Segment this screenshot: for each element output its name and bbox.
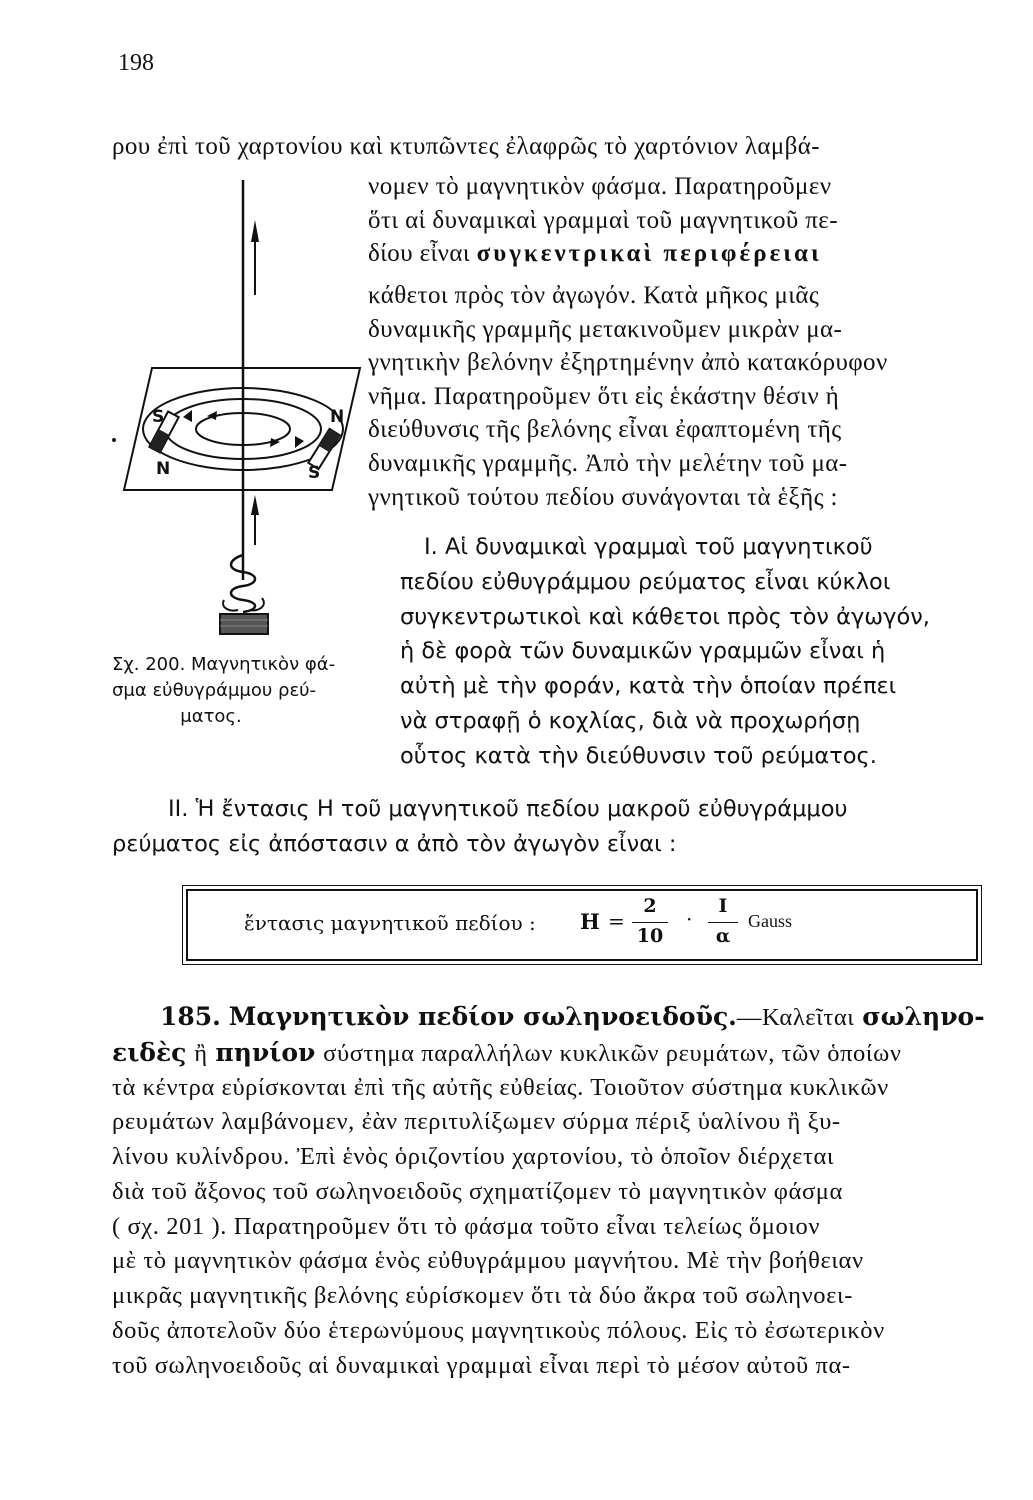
term: σωληνο- [862, 1002, 985, 1031]
text-line: συγκεντρωτικοὶ καὶ κάθετοι πρὸς τὸν ἀγωγόν, [400, 604, 930, 630]
formula-box [186, 889, 978, 961]
text-line: γνητικὴν βελόνην ἐξηρτημένην ἀπὸ κατακόρυφον [368, 349, 888, 376]
text-span: δίου εἶναι [368, 240, 470, 267]
formula-symbol: H [580, 909, 600, 934]
fraction-bar [708, 922, 738, 923]
text-line: τὰ κέντρα εὑρίσκονται ἐπὶ τῆς αὐτῆς εὐθείας. Τοιοῦτον σύστημα κυκλικῶν [112, 1074, 889, 1101]
text-line: διὰ τοῦ ἄξονος τοῦ σωληνοειδοῦς σχηματίζομεν τὸ μαγνητικὸν φάσμα [112, 1178, 843, 1205]
formula-dot: · [686, 907, 693, 931]
text-line: ρεύματος εἰς ἀπόστασιν α ἀπὸ τὸν ἀγωγὸν εἶναι : [112, 831, 677, 857]
text-span: σύστημα παραλλήλων κυκλικῶν ρευμάτων, τῶν ὁποίων [323, 1040, 902, 1067]
text-line: δοῦς ἀποτελοῦν δύο ἑτερωνύμους μαγνητικοὺς πόλους. Εἰς τὸ ἐσωτερικὸν [112, 1317, 885, 1344]
text-line: δυναμικῆς γραμμῆς μετακινοῦμεν μικρὰν μα- [368, 316, 843, 343]
figure-caption [112, 652, 370, 730]
text-line: μικρᾶς μαγνητικῆς βελόνης εὑρίσκομεν ὅτι τὰ δύο ἄκρα τοῦ σωληνοει- [112, 1282, 853, 1309]
term: ειδὲς [112, 1038, 187, 1067]
text-line: αὐτὴ μὲ τὴν φοράν, κατὰ τὴν ὁποίαν πρέπει [400, 673, 897, 699]
text-line: ρευμάτων λαμβάνομεν, ἐὰν περιτυλίξωμεν σύρμα πέριξ ὑαλίνου ἢ ξυ- [112, 1108, 841, 1135]
section-title: Μαγνητικὸν πεδίον σωληνοειδοῦς. [228, 1002, 737, 1031]
text-line: μὲ τὸ μαγνητικὸν φάσμα ἑνὸς εὐθυγράμμου μαγνήτου. Μὲ τὴν βοήθειαν [112, 1247, 864, 1274]
base-block [220, 614, 268, 634]
text-line: II. Ἡ ἔντασις Η τοῦ μαγνητικοῦ πεδίου μακροῦ εὐθυγράμμου [168, 796, 848, 822]
text-line: δυναμικῆς γραμμῆς. Ἀπὸ τὴν μελέτην τοῦ μα- [368, 450, 848, 477]
magnetic-field-figure [112, 160, 372, 650]
text-line: I. Αἱ δυναμικαὶ γραμμαὶ τοῦ μαγνητικοῦ [424, 534, 873, 560]
formula-equals: = [608, 909, 625, 933]
fraction-numerator: 2 [643, 895, 657, 917]
fraction-bar [632, 922, 668, 923]
text-line: διεύθυνσις τῆς βελόνης εἶναι ἐφαπτομένη τῆς [368, 416, 842, 443]
caption-line: Σχ. 200. Μαγνητικὸν φά- [112, 654, 336, 675]
text-line: λίνου κυλίνδρου. Ἐπὶ ἑνὸς ὁριζοντίου χαρτονίου, τὸ ὁποῖον διέρχεται [112, 1143, 835, 1170]
emphasized-term: συγκεντρικαὶ περιφέρειαι [476, 240, 822, 267]
caption-line: σμα εὐθυγράμμου ρεύ- [112, 680, 317, 701]
text-line: νὰ στραφῇ ὁ κοχλίας, διὰ νὰ προχωρήσῃ [400, 708, 861, 734]
text-line: κάθετοι πρὸς τὸν ἀγωγόν. Κατὰ μῆκος μιᾶς [368, 282, 820, 309]
text-line: ( σχ. 201 ). Παρατηροῦμεν ὅτι τὸ φάσμα τοῦτο εἶναι τελείως ὅμοιον [112, 1213, 821, 1240]
pole-label: S [152, 407, 165, 427]
text-span: ἢ [194, 1040, 208, 1067]
text-line: ρου ἐπὶ τοῦ χαρτονίου καὶ κτυπῶντες ἐλαφρῶς τὸ χαρτόνιον λαμβά- [112, 133, 820, 160]
formula-label: ἔντασις μαγνητικοῦ πεδίου : [244, 911, 536, 935]
fraction-numerator: I [718, 895, 728, 917]
pole-label: S [308, 463, 321, 483]
pole-label: N [156, 459, 171, 479]
pole-label: N [330, 407, 345, 427]
formula-unit: Gauss [748, 911, 792, 931]
text-line: νῆμα. Παρατηροῦμεν ὅτι εἰς ἑκάστην θέσιν ἡ [368, 383, 840, 410]
section-number: 185. [160, 1002, 221, 1031]
fraction-denominator: α [715, 925, 731, 947]
page-number: 198 [118, 50, 154, 76]
text-line [368, 237, 822, 271]
field-direction-arrow-icon [295, 436, 304, 448]
text-line: ὅτι αἱ δυναμικαὶ γραμμαὶ τοῦ μαγνητικοῦ πε- [368, 207, 838, 234]
text-line: νομεν τὸ μαγνητικὸν φάσμα. Παρατηροῦμεν [368, 173, 832, 200]
text-line: γνητικοῦ τούτου πεδίου συνάγονται τὰ ἑξῆς : [368, 484, 838, 511]
text-span: Καλεῖται [762, 1004, 855, 1031]
text-line: τοῦ σωληνοειδοῦς αἱ δυναμικαὶ γραμμαὶ εἶναι περὶ τὸ μέσον αὐτοῦ πα- [112, 1352, 851, 1379]
field-direction-arrow-icon [183, 410, 192, 422]
text-line: ἡ δὲ φορὰ τῶν δυναμικῶν γραμμῶν εἶναι ἡ [400, 638, 886, 664]
fraction-denominator: 10 [636, 925, 664, 947]
text-line: οὗτος κατὰ τὴν διεύθυνσιν τοῦ ρεύματος. [400, 743, 877, 769]
dash: — [736, 1004, 762, 1031]
text-line [112, 1036, 902, 1071]
term: πηνίον [215, 1038, 316, 1067]
caption-line: ματος. [180, 706, 242, 727]
text-line: πεδίου εὐθυγράμμου ρεύματος εἶναι κύκλοι [400, 569, 891, 595]
section-heading-line [160, 1000, 985, 1035]
